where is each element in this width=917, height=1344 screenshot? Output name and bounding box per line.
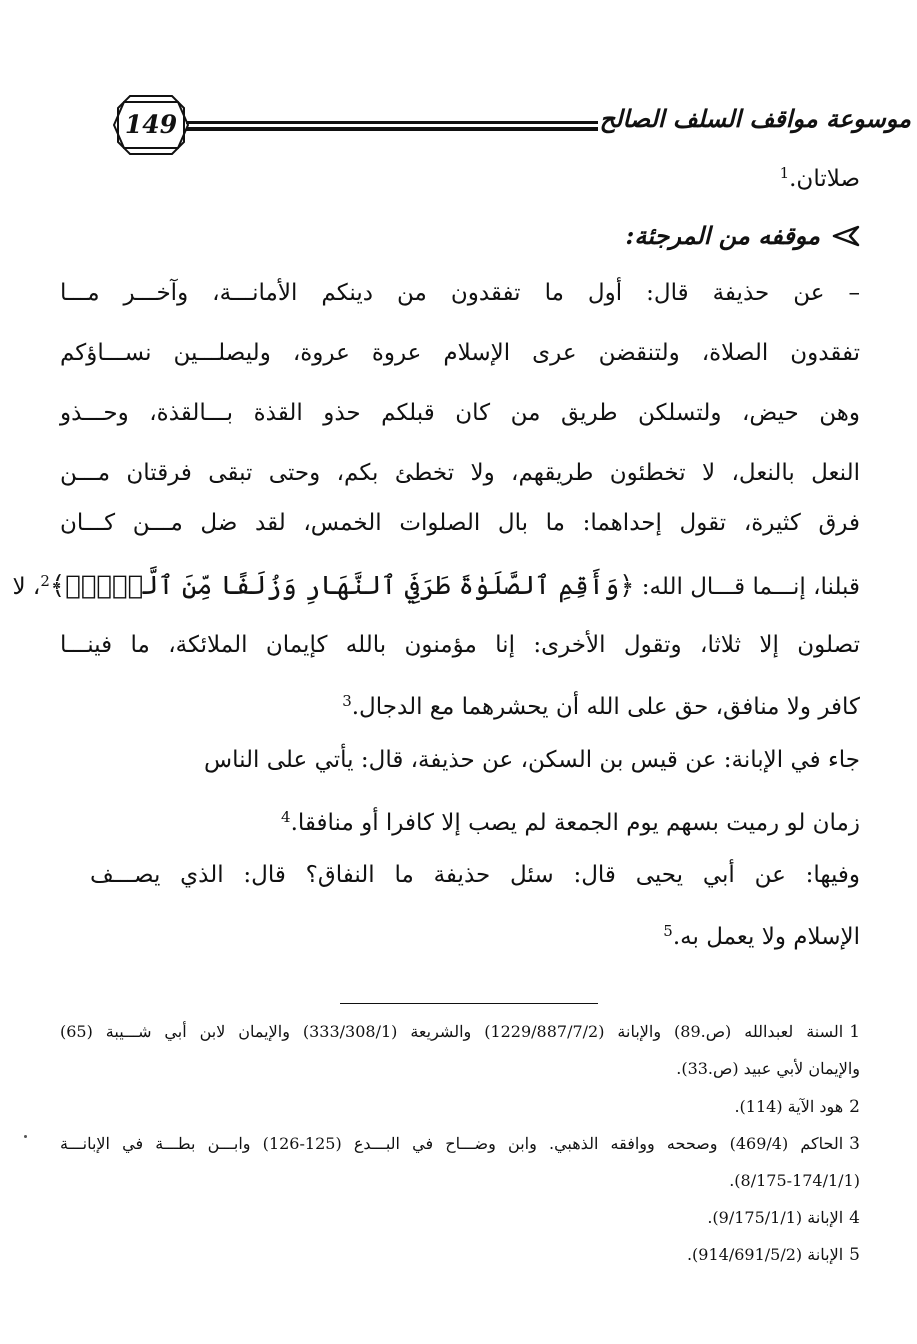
footnote-5-text: الإبانة (914/691/5/2). [686, 1245, 844, 1264]
arrowhead-bullet-icon [830, 225, 860, 247]
body-line-4: النعل بالنعل، لا تخطئون طريقهم، ولا تخطئ بكم، وحتى تبقى فرقتان مـــن [60, 460, 860, 486]
para3-line-2 [60, 916, 860, 952]
footnote-3-line-1 [60, 1133, 860, 1155]
line6-start: قبلنا، إنـــما قـــال الله: [634, 574, 860, 600]
footnote-ref-5: 5 [663, 922, 673, 940]
para3-text-2: الإسلام ولا يعمل به. [672, 924, 860, 950]
footnote-ref-4: 4 [281, 808, 291, 826]
carry-line [60, 158, 860, 194]
footnote-5-number: 5 [849, 1245, 860, 1265]
line8-text: كافر ولا منافق، حق على الله أن يحشرهما مع الدجال. [351, 694, 860, 720]
page-header [0, 88, 917, 168]
footnote-4-number: 4 [849, 1208, 860, 1228]
footnote-1-text: السنة لعبدالله (ص.89) والإبانة (1229/887/7/2) والشريعة (333/308/1) والإيمان لابن أبي شـــيبة (65) [60, 1022, 844, 1041]
quran-verse: ﴿وَأَقِمِ ٱلصَّلَوٰةَ طَرَفَيِ ٱلنَّهَارِ وَزُلَفًا مِّنَ ٱلَّيۡلِۚ﴾ [49, 571, 635, 601]
footnote-2 [60, 1096, 860, 1118]
footnote-1-line-1 [60, 1021, 860, 1043]
footnote-ref-3: 3 [342, 692, 352, 710]
body-line-3: وهن حيض، ولتسلكن طريق من كان قبلكم حذو القذة بـــالقذة، وحـــذو [60, 400, 860, 426]
para2-text-1: جاء في الإبانة: عن قيس بن السكن، عن حذيفة، قال: يأتي على الناس [204, 747, 860, 773]
para2-line-2 [60, 802, 860, 838]
footnote-ref-1: 1 [779, 164, 790, 182]
footnote-2-number: 2 [849, 1097, 860, 1117]
footnote-5 [60, 1244, 860, 1266]
body-line-5: فرق كثيرة، تقول إحداهما: ما بال الصلوات الخمس، لقد ضل مـــن كـــان [60, 510, 860, 536]
carry-text: صلاتان. [789, 166, 860, 192]
page-number: 149 [124, 110, 178, 139]
para3-line-1: وفيها: عن أبي يحيى قال: سئل حذيفة ما النفاق؟ قال: الذي يصـــف [90, 862, 860, 888]
footnote-3-number: 3 [849, 1134, 860, 1154]
footnote-3-text: الحاكم (469/4) وصححه ووافقه الذهبي. وابن وضـــاح في البـــدع (125-126) وابـــن بطـــة في الإبانـــة [60, 1134, 844, 1153]
body-line-1: – عن حذيفة قال: أول ما تفقدون من دينكم الأمانـــة، وآخـــر مـــا [60, 280, 860, 306]
footnote-4 [60, 1207, 860, 1229]
footnote-2-text: هود الآية (114). [734, 1097, 844, 1116]
line6-end: ، لا [12, 574, 41, 600]
para2-text-2: زمان لو رميت بسهم يوم الجمعة لم يصب إلا كافرا أو منافقا. [290, 810, 860, 836]
section-heading [60, 221, 860, 252]
footnote-3-line-2: (8/175-174/1/1). [729, 1171, 860, 1190]
page-number-badge [112, 94, 190, 156]
body-line-7: تصلون إلا ثلاثا، وتقول الأخرى: إنا مؤمنون بالله كإيمان الملائكة، ما فينـــا [60, 632, 860, 658]
para2-line-1 [90, 745, 860, 775]
body-line-2: تفقدون الصلاة، ولتنقضن عرى الإسلام عروة عروة، وليصلـــين نســـاؤكم [60, 340, 860, 366]
body-line-8 [60, 686, 860, 722]
header-rule [186, 121, 598, 131]
footnote-4-text: الإبانة (9/175/1/1). [707, 1208, 844, 1227]
scan-speck [24, 1135, 27, 1138]
heading-text: موقفه من المرجئة: [625, 221, 820, 250]
footnote-1-number: 1 [849, 1022, 861, 1042]
footnote-1-line-2: والإيمان لأبي عبيد (ص.33). [676, 1059, 860, 1078]
footnote-ref-2: 2 [40, 572, 50, 590]
footnote-separator [340, 1003, 598, 1004]
body-line-6 [12, 566, 860, 602]
series-title: موسوعة مواقف السلف الصالح [599, 104, 911, 133]
